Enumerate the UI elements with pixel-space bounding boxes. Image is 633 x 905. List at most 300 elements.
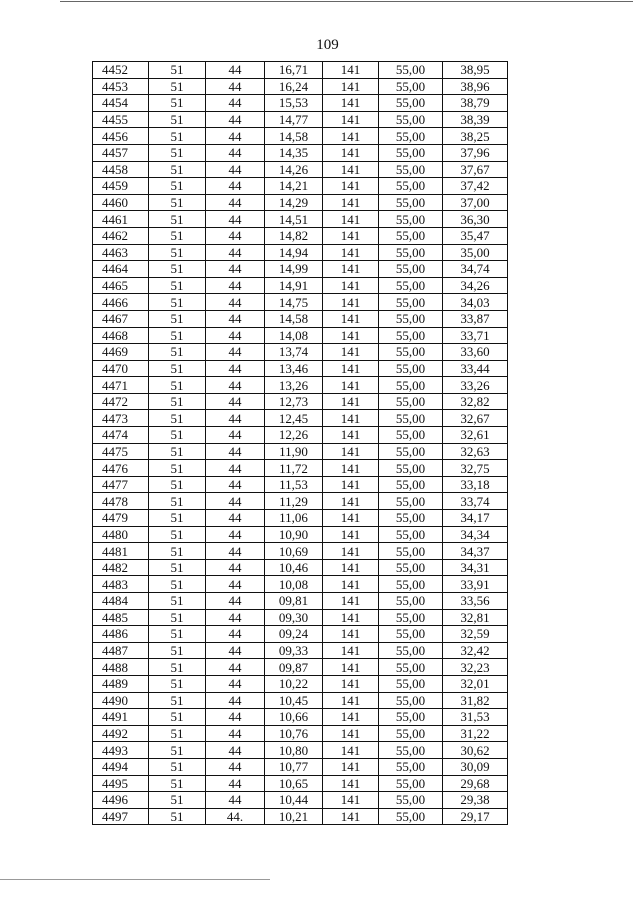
table-row	[93, 62, 508, 79]
table-cell: 55,00	[379, 758, 443, 775]
table-cell: 30,62	[443, 742, 508, 759]
table-cell: 4461	[93, 211, 149, 228]
table-cell: 44	[206, 128, 265, 145]
table-row	[93, 792, 508, 809]
table-row	[93, 427, 508, 444]
table-cell: 44	[206, 659, 265, 676]
table-cell: 16,71	[265, 62, 323, 79]
table-cell: 32,82	[443, 393, 508, 410]
table-cell: 44	[206, 510, 265, 527]
table-cell: 141	[323, 327, 379, 344]
table-cell: 4462	[93, 227, 149, 244]
table-row	[93, 709, 508, 726]
table-cell: 44	[206, 78, 265, 95]
table-cell: 55,00	[379, 675, 443, 692]
table-cell: 4496	[93, 792, 149, 809]
table-row	[93, 178, 508, 195]
table-row	[93, 261, 508, 278]
table-cell: 4480	[93, 526, 149, 543]
table-cell: 141	[323, 808, 379, 825]
table-cell: 141	[323, 194, 379, 211]
table-cell: 38,79	[443, 95, 508, 112]
table-cell: 44	[206, 211, 265, 228]
table-cell: 141	[323, 692, 379, 709]
table-cell: 51	[149, 460, 206, 477]
table-cell: 32,01	[443, 675, 508, 692]
table-cell: 141	[323, 742, 379, 759]
table-cell: 51	[149, 559, 206, 576]
table-cell: 4464	[93, 261, 149, 278]
table-cell: 51	[149, 526, 206, 543]
table-cell: 33,71	[443, 327, 508, 344]
table-cell: 55,00	[379, 360, 443, 377]
table-cell: 10,65	[265, 775, 323, 792]
table-cell: 141	[323, 476, 379, 493]
table-row	[93, 227, 508, 244]
table-cell: 51	[149, 675, 206, 692]
table-cell: 141	[323, 626, 379, 643]
table-cell: 10,46	[265, 559, 323, 576]
table-cell: 55,00	[379, 642, 443, 659]
table-cell: 14,58	[265, 310, 323, 327]
table-cell: 4457	[93, 144, 149, 161]
table-cell: 14,77	[265, 111, 323, 128]
table-cell: 4459	[93, 178, 149, 195]
table-row	[93, 758, 508, 775]
table-cell: 51	[149, 642, 206, 659]
table-row	[93, 526, 508, 543]
table-cell: 51	[149, 244, 206, 261]
table-cell: 55,00	[379, 792, 443, 809]
table-cell: 4476	[93, 460, 149, 477]
table-cell: 141	[323, 78, 379, 95]
table-cell: 44	[206, 775, 265, 792]
table-cell: 141	[323, 543, 379, 560]
table-cell: 44	[206, 111, 265, 128]
table-cell: 44.	[206, 808, 265, 825]
table-cell: 44	[206, 344, 265, 361]
table-cell: 4497	[93, 808, 149, 825]
table-cell: 4473	[93, 410, 149, 427]
table-cell: 51	[149, 227, 206, 244]
bottom-rule	[0, 879, 270, 880]
page-number: 109	[316, 37, 339, 53]
table-cell: 4493	[93, 742, 149, 759]
table-cell: 55,00	[379, 626, 443, 643]
table-cell: 09,87	[265, 659, 323, 676]
table-cell: 51	[149, 709, 206, 726]
table-row	[93, 675, 508, 692]
table-cell: 141	[323, 559, 379, 576]
table-row	[93, 510, 508, 527]
table-row	[93, 327, 508, 344]
table-cell: 141	[323, 244, 379, 261]
table-cell: 51	[149, 792, 206, 809]
table-cell: 34,26	[443, 277, 508, 294]
table-cell: 55,00	[379, 144, 443, 161]
table-cell: 44	[206, 277, 265, 294]
table-cell: 09,33	[265, 642, 323, 659]
table-cell: 55,00	[379, 78, 443, 95]
table-cell: 44	[206, 244, 265, 261]
table-cell: 34,34	[443, 526, 508, 543]
table-cell: 51	[149, 128, 206, 145]
table-cell: 141	[323, 277, 379, 294]
table-cell: 141	[323, 128, 379, 145]
table-cell: 37,96	[443, 144, 508, 161]
table-cell: 55,00	[379, 128, 443, 145]
table-cell: 55,00	[379, 510, 443, 527]
table-cell: 4484	[93, 593, 149, 610]
table-cell: 13,46	[265, 360, 323, 377]
table-cell: 51	[149, 742, 206, 759]
table-cell: 51	[149, 443, 206, 460]
table-cell: 11,53	[265, 476, 323, 493]
table-cell: 10,22	[265, 675, 323, 692]
table-cell: 4467	[93, 310, 149, 327]
table-cell: 44	[206, 427, 265, 444]
table-cell: 37,67	[443, 161, 508, 178]
table-row	[93, 460, 508, 477]
table-cell: 51	[149, 775, 206, 792]
table-cell: 14,29	[265, 194, 323, 211]
table-cell: 51	[149, 344, 206, 361]
table-cell: 141	[323, 675, 379, 692]
table-cell: 4481	[93, 543, 149, 560]
table-cell: 51	[149, 410, 206, 427]
table-cell: 44	[206, 393, 265, 410]
table-cell: 4465	[93, 277, 149, 294]
table-body	[93, 62, 508, 825]
table-cell: 4477	[93, 476, 149, 493]
table-cell: 51	[149, 725, 206, 742]
table-cell: 34,17	[443, 510, 508, 527]
table-cell: 4494	[93, 758, 149, 775]
table-cell: 51	[149, 808, 206, 825]
table-cell: 141	[323, 62, 379, 79]
table-cell: 35,47	[443, 227, 508, 244]
table-cell: 14,82	[265, 227, 323, 244]
table-cell: 141	[323, 178, 379, 195]
table-cell: 10,77	[265, 758, 323, 775]
table-cell: 51	[149, 758, 206, 775]
table-cell: 51	[149, 144, 206, 161]
table-cell: 4453	[93, 78, 149, 95]
table-cell: 55,00	[379, 709, 443, 726]
table-cell: 51	[149, 626, 206, 643]
table-cell: 4458	[93, 161, 149, 178]
table-cell: 51	[149, 327, 206, 344]
table-cell: 44	[206, 144, 265, 161]
table-cell: 55,00	[379, 261, 443, 278]
table-cell: 55,00	[379, 543, 443, 560]
table-cell: 51	[149, 111, 206, 128]
table-cell: 55,00	[379, 609, 443, 626]
table-cell: 10,66	[265, 709, 323, 726]
table-cell: 29,17	[443, 808, 508, 825]
table-cell: 13,26	[265, 377, 323, 394]
table-cell: 141	[323, 211, 379, 228]
table-cell: 141	[323, 792, 379, 809]
table-cell: 51	[149, 78, 206, 95]
table-cell: 51	[149, 294, 206, 311]
table-cell: 44	[206, 460, 265, 477]
table-row	[93, 543, 508, 560]
table-cell: 141	[323, 111, 379, 128]
table-cell: 4460	[93, 194, 149, 211]
table-row	[93, 725, 508, 742]
table-cell: 14,91	[265, 277, 323, 294]
table-cell: 14,58	[265, 128, 323, 145]
table-cell: 51	[149, 609, 206, 626]
table-cell: 55,00	[379, 327, 443, 344]
table-cell: 44	[206, 377, 265, 394]
data-table	[92, 61, 508, 825]
table-cell: 44	[206, 576, 265, 593]
table-cell: 44	[206, 642, 265, 659]
table-cell: 51	[149, 95, 206, 112]
table-cell: 4474	[93, 427, 149, 444]
table-cell: 11,90	[265, 443, 323, 460]
table-cell: 10,90	[265, 526, 323, 543]
table-cell: 51	[149, 493, 206, 510]
table-cell: 10,69	[265, 543, 323, 560]
table-cell: 4490	[93, 692, 149, 709]
table-cell: 44	[206, 609, 265, 626]
table-cell: 31,53	[443, 709, 508, 726]
table-cell: 141	[323, 758, 379, 775]
table-cell: 55,00	[379, 493, 443, 510]
table-cell: 10,80	[265, 742, 323, 759]
table-cell: 44	[206, 443, 265, 460]
table-cell: 141	[323, 144, 379, 161]
table-cell: 4452	[93, 62, 149, 79]
table-cell: 14,08	[265, 327, 323, 344]
table-cell: 09,30	[265, 609, 323, 626]
table-cell: 36,30	[443, 211, 508, 228]
table-cell: 141	[323, 377, 379, 394]
table-cell: 141	[323, 427, 379, 444]
table-cell: 29,38	[443, 792, 508, 809]
table-cell: 14,75	[265, 294, 323, 311]
table-cell: 51	[149, 543, 206, 560]
table-cell: 51	[149, 427, 206, 444]
table-cell: 141	[323, 526, 379, 543]
table-cell: 4491	[93, 709, 149, 726]
table-cell: 44	[206, 742, 265, 759]
table-cell: 12,73	[265, 393, 323, 410]
table-cell: 4485	[93, 609, 149, 626]
table-cell: 51	[149, 476, 206, 493]
table-cell: 55,00	[379, 559, 443, 576]
table-cell: 33,56	[443, 593, 508, 610]
table-cell: 4486	[93, 626, 149, 643]
table-row	[93, 294, 508, 311]
table-cell: 51	[149, 211, 206, 228]
table-cell: 44	[206, 310, 265, 327]
table-cell: 51	[149, 161, 206, 178]
table-cell: 44	[206, 675, 265, 692]
table-cell: 32,23	[443, 659, 508, 676]
table-cell: 29,68	[443, 775, 508, 792]
table-cell: 55,00	[379, 211, 443, 228]
table-cell: 4470	[93, 360, 149, 377]
table-cell: 55,00	[379, 393, 443, 410]
table-cell: 37,00	[443, 194, 508, 211]
table-cell: 44	[206, 526, 265, 543]
table-cell: 38,96	[443, 78, 508, 95]
table-cell: 141	[323, 642, 379, 659]
table-cell: 33,60	[443, 344, 508, 361]
table-cell: 51	[149, 692, 206, 709]
table-cell: 4472	[93, 393, 149, 410]
table-row	[93, 410, 508, 427]
table-cell: 14,26	[265, 161, 323, 178]
table-cell: 4456	[93, 128, 149, 145]
table-cell: 44	[206, 95, 265, 112]
table-cell: 44	[206, 178, 265, 195]
table-cell: 33,87	[443, 310, 508, 327]
table-cell: 4468	[93, 327, 149, 344]
table-cell: 10,08	[265, 576, 323, 593]
table-row	[93, 609, 508, 626]
table-cell: 141	[323, 593, 379, 610]
table-cell: 37,42	[443, 178, 508, 195]
table-cell: 44	[206, 476, 265, 493]
table-cell: 4488	[93, 659, 149, 676]
table-cell: 14,21	[265, 178, 323, 195]
table-cell: 141	[323, 393, 379, 410]
table-cell: 141	[323, 576, 379, 593]
table-cell: 44	[206, 294, 265, 311]
table-cell: 44	[206, 410, 265, 427]
table-row	[93, 211, 508, 228]
table-cell: 13,74	[265, 344, 323, 361]
table-cell: 141	[323, 294, 379, 311]
table-cell: 4475	[93, 443, 149, 460]
table-cell: 44	[206, 227, 265, 244]
table-cell: 55,00	[379, 294, 443, 311]
table-cell: 12,45	[265, 410, 323, 427]
table-cell: 55,00	[379, 576, 443, 593]
table-cell: 55,00	[379, 178, 443, 195]
table-cell: 32,75	[443, 460, 508, 477]
table-cell: 4479	[93, 510, 149, 527]
table-cell: 32,63	[443, 443, 508, 460]
table-cell: 16,24	[265, 78, 323, 95]
table-cell: 12,26	[265, 427, 323, 444]
table-cell: 35,00	[443, 244, 508, 261]
table-row	[93, 692, 508, 709]
top-rule	[60, 1, 633, 2]
table-cell: 55,00	[379, 194, 443, 211]
table-cell: 141	[323, 443, 379, 460]
table-cell: 55,00	[379, 443, 443, 460]
table-cell: 31,82	[443, 692, 508, 709]
table-cell: 31,22	[443, 725, 508, 742]
table-cell: 14,35	[265, 144, 323, 161]
table-cell: 33,74	[443, 493, 508, 510]
table-cell: 33,18	[443, 476, 508, 493]
table-row	[93, 559, 508, 576]
table-cell: 141	[323, 460, 379, 477]
table-cell: 55,00	[379, 277, 443, 294]
table-cell: 51	[149, 659, 206, 676]
table-cell: 44	[206, 161, 265, 178]
table-cell: 4463	[93, 244, 149, 261]
table-cell: 44	[206, 626, 265, 643]
table-row	[93, 775, 508, 792]
table-cell: 51	[149, 62, 206, 79]
table-cell: 55,00	[379, 659, 443, 676]
table-cell: 55,00	[379, 460, 443, 477]
table-cell: 4489	[93, 675, 149, 692]
table-cell: 11,72	[265, 460, 323, 477]
table-cell: 141	[323, 344, 379, 361]
table-cell: 55,00	[379, 808, 443, 825]
table-cell: 141	[323, 310, 379, 327]
table-cell: 10,76	[265, 725, 323, 742]
table-cell: 55,00	[379, 310, 443, 327]
table-cell: 38,39	[443, 111, 508, 128]
table-cell: 44	[206, 725, 265, 742]
table-cell: 141	[323, 95, 379, 112]
table-cell: 14,94	[265, 244, 323, 261]
table-cell: 55,00	[379, 775, 443, 792]
table-cell: 141	[323, 659, 379, 676]
table-cell: 34,03	[443, 294, 508, 311]
table-cell: 141	[323, 709, 379, 726]
table-cell: 32,67	[443, 410, 508, 427]
table-cell: 33,44	[443, 360, 508, 377]
table-cell: 51	[149, 377, 206, 394]
table-cell: 55,00	[379, 526, 443, 543]
table-cell: 44	[206, 360, 265, 377]
table-cell: 34,37	[443, 543, 508, 560]
table-cell: 55,00	[379, 593, 443, 610]
table-cell: 4466	[93, 294, 149, 311]
table-cell: 38,25	[443, 128, 508, 145]
table-row	[93, 277, 508, 294]
table-row	[93, 493, 508, 510]
table-cell: 4482	[93, 559, 149, 576]
table-cell: 4471	[93, 377, 149, 394]
table-cell: 51	[149, 576, 206, 593]
table-cell: 51	[149, 593, 206, 610]
table-row	[93, 659, 508, 676]
table-cell: 15,53	[265, 95, 323, 112]
table-cell: 55,00	[379, 227, 443, 244]
table-row	[93, 642, 508, 659]
table-cell: 11,29	[265, 493, 323, 510]
table-cell: 44	[206, 543, 265, 560]
table-cell: 141	[323, 725, 379, 742]
table-cell: 141	[323, 609, 379, 626]
table-cell: 51	[149, 194, 206, 211]
table-cell: 141	[323, 510, 379, 527]
table-row	[93, 244, 508, 261]
table-cell: 44	[206, 593, 265, 610]
table-cell: 55,00	[379, 95, 443, 112]
table-cell: 51	[149, 393, 206, 410]
table-cell: 44	[206, 709, 265, 726]
table-row	[93, 344, 508, 361]
table-cell: 14,99	[265, 261, 323, 278]
table-cell: 55,00	[379, 742, 443, 759]
table-cell: 10,44	[265, 792, 323, 809]
table-cell: 4483	[93, 576, 149, 593]
table-row	[93, 742, 508, 759]
